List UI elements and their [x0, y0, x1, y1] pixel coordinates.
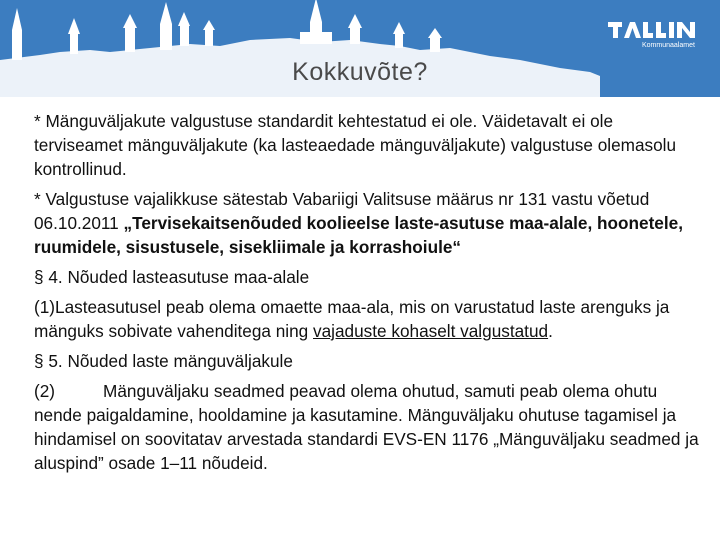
logo-subtitle: Kommunaalamet: [642, 42, 695, 49]
tallinn-logo: [606, 16, 706, 56]
paragraph-regulation: [34, 187, 706, 259]
paragraph-clause-2: [34, 379, 706, 475]
paragraph-clause-1: [34, 295, 706, 343]
paragraph-section-4: [34, 265, 706, 289]
paragraph-section-5: [34, 349, 706, 373]
p5-text: § 5. Nõuded laste mänguväljakule: [34, 351, 293, 371]
underlined-phrase: vajaduste kohaselt valgustatud: [313, 321, 549, 341]
p4-post: .: [548, 321, 553, 341]
p6-text: Mänguväljaku seadmed peavad olema ohutud, samuti peab olema ohutu nende paigaldamine, hooldamine ja kasutamine. Mänguväljaku ohutuse tagamisel ja hindamisel on soovitatav arvestada standardi EVS-EN 1176 „Mänguväljaku seadmed ja aluspind” osade 1–11 nõudeid.: [34, 381, 699, 473]
p3-text: § 4. Nõuded lasteasutuse maa-alale: [34, 267, 310, 287]
p4-text: (1)Lasteasutusel peab olema omaette maa-ala, mis on varustatud laste arenguks ja mänguks sobivate vahenditega ning: [34, 297, 670, 341]
p2-text: * Valgustuse vajalikkuse sätestab Vabariigi Valitsuse määrus nr 131 vastu võetud 06.10.2011: [34, 189, 650, 233]
paragraph-standard-note: [34, 109, 706, 181]
tallinn-logo-icon: [606, 16, 706, 42]
body-text: [34, 109, 706, 481]
regulation-title: „Tervisekaitsenõuded koolieelse laste-asutuse maa-alale, hoonetele, ruumidele, sisustusele, sisekliimale ja korrashoiule“: [34, 213, 683, 257]
p6-number: (2): [34, 381, 56, 401]
p1-text: * Mänguväljakute valgustuse standardit kehtestatud ei ole. Väidetavalt ei ole terviseamet mänguväljakute (ka lasteaedade mänguväljakute) valgustuse olemasolu kontrollinud.: [34, 111, 677, 179]
page-title: Kokkuvõte?: [292, 58, 428, 86]
